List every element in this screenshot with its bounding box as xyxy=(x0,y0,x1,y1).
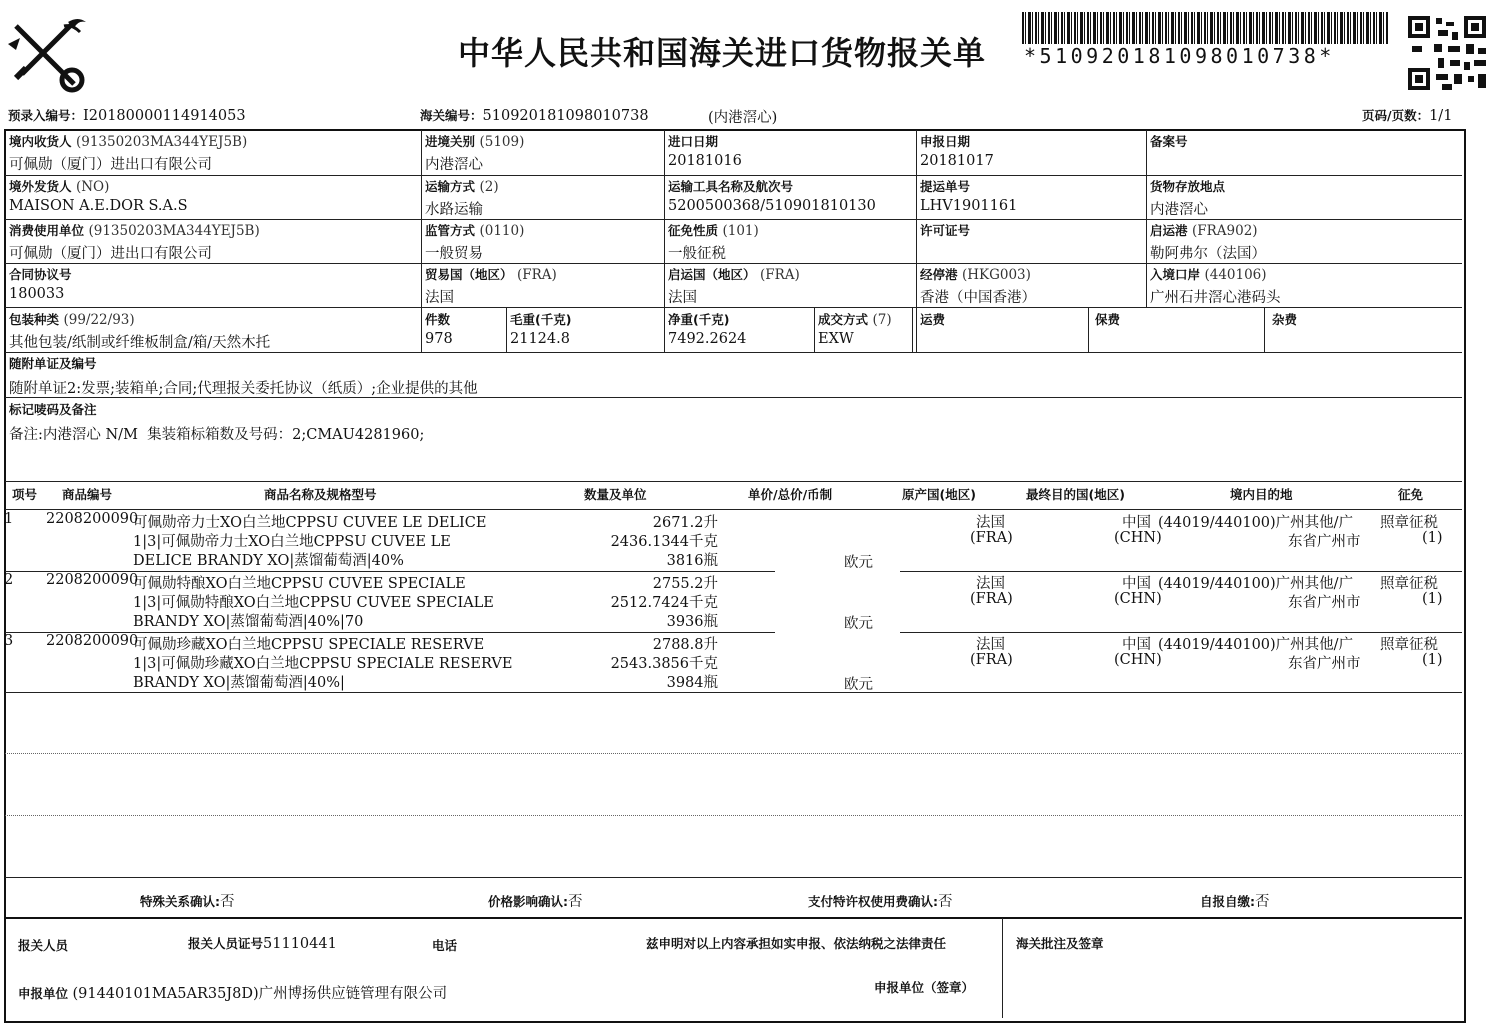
net-weight-value: 7492.2624 xyxy=(668,331,747,347)
package-value: 其他包装/纸制或纤维板制盒/箱/天然木托 xyxy=(9,335,271,351)
page-title: 中华人民共和国海关进口货物报关单 xyxy=(458,34,987,72)
marks-label: 标记唛码及备注 xyxy=(9,402,97,417)
item-no: 1 xyxy=(4,511,14,527)
item-qty-line3: 3936瓶 xyxy=(666,614,718,630)
import-date-label: 进口日期 xyxy=(668,134,719,149)
consignor-value: MAISON A.E.DOR S.A.S xyxy=(9,198,188,214)
item-origin-line1: 法国 xyxy=(976,515,1005,531)
storage-value: 内港滘心 xyxy=(1150,202,1208,218)
item-name-line2: 1|3|可佩勋特酿XO白兰地CPPSU CUVEE SPECIALE xyxy=(133,595,494,611)
item-domestic-line1: (44019/440100)广州其他/广 xyxy=(1158,576,1354,592)
col-quantity: 数量及单位 xyxy=(584,487,647,502)
declare-date-value: 20181017 xyxy=(920,153,994,169)
col-dest-country: 最终目的国(地区) xyxy=(1026,487,1125,502)
item-qty-line1: 2788.8升 xyxy=(652,637,718,653)
transport-mode-cell xyxy=(425,177,499,219)
record-no-cell xyxy=(1150,132,1188,153)
consignee-cell xyxy=(9,132,419,174)
item-currency: 欧元 xyxy=(844,616,873,632)
customs-sign-label: 海关批注及签章 xyxy=(1016,936,1104,951)
depart-country-cell xyxy=(668,265,800,307)
entry-port-code: (440106) xyxy=(1204,267,1267,283)
item-name-line1: 可佩勋珍藏XO白兰地CPPSU SPECIALE RESERVE xyxy=(133,637,485,653)
declare-date-cell xyxy=(920,132,994,169)
item-qty-line1: 2755.2升 xyxy=(652,576,718,592)
self-pay-label: 自报自缴: xyxy=(1200,894,1255,909)
import-date-value: 20181016 xyxy=(668,153,742,169)
item-domestic-line2: 东省广州市 xyxy=(1288,595,1361,611)
item-name-line1: 可佩勋特酿XO白兰地CPPSU CUVEE SPECIALE xyxy=(133,576,466,592)
consumer-value: 可佩勋（厦门）进出口有限公司 xyxy=(9,246,212,262)
entry-office-cell xyxy=(425,132,524,174)
misc-fee-cell xyxy=(1272,310,1297,328)
item-domestic-line2: 东省广州市 xyxy=(1288,656,1361,672)
qr-code-icon xyxy=(1408,16,1486,90)
col-goods-code: 商品编号 xyxy=(62,487,113,502)
supervision-label: 监管方式 xyxy=(425,223,476,238)
levy-nature-label: 征免性质 xyxy=(668,223,719,238)
declaring-unit-sign-label: 申报单位（签章） xyxy=(874,980,975,995)
depart-port-value: 勒阿弗尔（法国） xyxy=(1150,246,1266,262)
supervision-cell xyxy=(425,221,524,263)
item-name-line1: 可佩勋帝力士XO白兰地CPPSU CUVEE LE DELICE xyxy=(133,515,487,531)
customs-number xyxy=(420,106,649,124)
levy-nature-code: (101) xyxy=(722,223,759,239)
item-row-1 xyxy=(0,511,1460,571)
freight-label: 运费 xyxy=(920,312,946,327)
legal-statement: 兹申明对以上内容承担如实申报、依法纳税之法律责任 xyxy=(646,936,947,951)
item-dest-line2: (CHN) xyxy=(1114,652,1162,668)
item-qty-line2: 2543.3856千克 xyxy=(610,656,718,672)
royalty-confirm xyxy=(808,890,953,911)
bill-value: LHV1901161 xyxy=(920,198,1018,214)
item-dest-line1: 中国 xyxy=(1122,576,1151,592)
item-domestic-line1: (44019/440100)广州其他/广 xyxy=(1158,515,1354,531)
declaring-unit xyxy=(18,982,447,1003)
depart-country-value: 法国 xyxy=(668,290,697,306)
item-domestic-line1: (44019/440100)广州其他/广 xyxy=(1158,637,1354,653)
barcode-text: *510920181098010738* xyxy=(1024,44,1335,68)
item-levy-line2: (1) xyxy=(1422,530,1443,546)
item-currency: 欧元 xyxy=(844,555,873,571)
item-origin-line2: (FRA) xyxy=(970,591,1013,607)
declaring-unit-label: 申报单位 xyxy=(18,986,69,1001)
declarant-label: 报关人员 xyxy=(18,938,69,953)
trade-country-code: (FRA) xyxy=(516,267,557,283)
consignor-code: (NO) xyxy=(75,179,110,195)
item-no: 3 xyxy=(4,633,14,649)
license-label: 许可证号 xyxy=(920,223,971,238)
supervision-code: (0110) xyxy=(479,223,525,239)
insurance-cell xyxy=(1095,310,1120,328)
customs-emblem-logo xyxy=(6,14,88,96)
price-influence-value: 否 xyxy=(568,894,583,910)
item-name-line3: BRANDY XO|蒸馏葡萄酒|40%|70 xyxy=(133,614,364,630)
special-relation-value: 否 xyxy=(220,894,235,910)
customs-no-value: 510920181098010738 xyxy=(482,108,649,124)
marks-cell xyxy=(9,400,424,444)
package-label: 包装种类 xyxy=(9,312,60,327)
entry-port-cell xyxy=(1150,265,1281,307)
pre-entry-number xyxy=(8,106,246,124)
levy-nature-cell xyxy=(668,221,759,263)
item-levy-line1: 照章征税 xyxy=(1380,515,1438,531)
levy-nature-value: 一般征税 xyxy=(668,246,726,262)
self-pay-value: 否 xyxy=(1255,894,1270,910)
entry-port-value: 广州石井滘心港码头 xyxy=(1150,290,1281,306)
item-domestic-line2: 东省广州市 xyxy=(1288,534,1361,550)
deal-mode-cell xyxy=(818,310,892,347)
col-dest-domestic: 境内目的地 xyxy=(1230,487,1293,502)
item-code: 2208200090 xyxy=(46,511,139,527)
import-date-cell xyxy=(668,132,742,169)
marks-value: 备注:内港滘心 N/M 集装箱标箱数及号码：2;CMAU4281960; xyxy=(9,427,425,443)
transit-port-code: (HKG003) xyxy=(961,267,1031,283)
declare-date-label: 申报日期 xyxy=(920,134,971,149)
license-cell xyxy=(920,221,970,242)
royalty-label: 支付特许权使用费确认: xyxy=(808,894,938,909)
gross-weight-cell xyxy=(510,310,571,347)
item-row-3 xyxy=(0,633,1460,693)
contract-value: 180033 xyxy=(9,286,65,302)
deal-mode-value: EXW xyxy=(818,331,854,347)
misc-fee-label: 杂费 xyxy=(1272,312,1298,327)
item-name-line2: 1|3|可佩勋珍藏XO白兰地CPPSU SPECIALE RESERVE xyxy=(133,656,513,672)
declaring-unit-value: (91440101MA5AR35J8D)广州博扬供应链管理有限公司 xyxy=(72,986,448,1002)
package-code: (99/22/93) xyxy=(63,312,135,328)
item-row-2 xyxy=(0,572,1460,632)
page-value: 1/1 xyxy=(1429,108,1453,124)
item-qty-line2: 2512.7424千克 xyxy=(610,595,718,611)
customs-no-label: 海关编号： xyxy=(420,108,483,123)
transport-mode-code: (2) xyxy=(479,179,499,195)
declarant-cert-label: 报关人员证号 xyxy=(188,936,264,951)
gross-weight-value: 21124.8 xyxy=(510,331,570,347)
col-origin: 原产国(地区) xyxy=(902,487,976,502)
consignor-label: 境外发货人 xyxy=(9,179,72,194)
vessel-value: 5200500368/510901810130 xyxy=(668,198,876,214)
item-qty-line3: 3816瓶 xyxy=(666,553,718,569)
item-dest-line2: (CHN) xyxy=(1114,530,1162,546)
supervision-value: 一般贸易 xyxy=(425,246,483,262)
deal-mode-label: 成交方式 xyxy=(818,312,869,327)
pieces-label: 件数 xyxy=(425,312,451,327)
package-cell xyxy=(9,310,270,352)
transit-port-value: 香港（中国香港） xyxy=(920,290,1036,306)
item-levy-line1: 照章征税 xyxy=(1380,637,1438,653)
bill-cell xyxy=(920,177,1017,214)
pre-entry-label: 预录入编号： xyxy=(8,108,84,123)
col-item-no: 项号 xyxy=(12,487,38,502)
docs-cell xyxy=(9,354,478,398)
item-dest-line2: (CHN) xyxy=(1114,591,1162,607)
depart-port-code: (FRA902) xyxy=(1191,223,1258,239)
special-relation-label: 特殊关系确认: xyxy=(140,894,220,909)
item-name-line3: DELICE BRANDY XO|蒸馏葡萄酒|40% xyxy=(133,553,404,569)
col-price: 单价/总价/币制 xyxy=(748,487,833,502)
item-origin-line1: 法国 xyxy=(976,576,1005,592)
royalty-value: 否 xyxy=(938,894,953,910)
depart-port-cell xyxy=(1150,221,1266,263)
entry-office-code: (5109) xyxy=(479,134,525,150)
item-origin-line2: (FRA) xyxy=(970,530,1013,546)
net-weight-label: 净重(千克) xyxy=(668,312,730,327)
consignee-label: 境内收货人 xyxy=(9,134,72,149)
col-levy: 征免 xyxy=(1398,487,1424,502)
item-name-line2: 1|3|可佩勋帝力士XO白兰地CPPSU CUVEE LE xyxy=(133,534,451,550)
item-code: 2208200090 xyxy=(46,572,139,588)
net-weight-cell xyxy=(668,310,746,347)
trade-country-cell xyxy=(425,265,557,307)
page-label: 页码/页数： xyxy=(1362,108,1430,123)
pieces-cell xyxy=(425,310,453,347)
storage-cell xyxy=(1150,177,1225,219)
depart-country-code: (FRA) xyxy=(759,267,800,283)
insurance-label: 保费 xyxy=(1095,312,1121,327)
transport-mode-value: 水路运输 xyxy=(425,202,483,218)
consumer-cell xyxy=(9,221,260,263)
special-relation-confirm xyxy=(140,890,235,911)
page-count xyxy=(1362,106,1452,124)
consignee-value: 可佩勋（厦门）进出口有限公司 xyxy=(9,157,212,173)
docs-value: 随附单证2:发票;装箱单;合同;代理报关委托协议（纸质）;企业提供的其他 xyxy=(9,381,478,397)
bill-label: 提运单号 xyxy=(920,179,971,194)
trade-country-value: 法国 xyxy=(425,290,454,306)
pre-entry-value: I20180000114914053 xyxy=(83,108,246,124)
customs-office-note: (内港滘心) xyxy=(708,110,778,126)
item-levy-line1: 照章征税 xyxy=(1380,576,1438,592)
item-levy-line2: (1) xyxy=(1422,652,1443,668)
contract-cell xyxy=(9,265,72,302)
trade-country-label: 贸易国（地区） xyxy=(425,267,513,282)
entry-office-value: 内港滘心 xyxy=(425,157,483,173)
item-name-line3: BRANDY XO|蒸馏葡萄酒|40%| xyxy=(133,675,345,691)
item-dest-line1: 中国 xyxy=(1122,637,1151,653)
vessel-cell xyxy=(668,177,876,214)
self-pay-confirm xyxy=(1200,890,1270,911)
item-levy-line2: (1) xyxy=(1422,591,1443,607)
declarant-cert-value: 51110441 xyxy=(263,936,337,952)
consumer-label: 消费使用单位 xyxy=(9,223,85,238)
storage-label: 货物存放地点 xyxy=(1150,179,1226,194)
item-dest-line1: 中国 xyxy=(1122,515,1151,531)
gross-weight-label: 毛重(千克) xyxy=(510,312,572,327)
item-no: 2 xyxy=(4,572,14,588)
contract-label: 合同协议号 xyxy=(9,267,72,282)
price-influence-confirm xyxy=(488,890,583,911)
consumer-code: (91350203MA344YEJ5B) xyxy=(88,223,260,239)
consignor-cell xyxy=(9,177,188,214)
consignee-code: (91350203MA344YEJ5B) xyxy=(75,134,248,150)
barcode xyxy=(1022,12,1388,44)
transport-mode-label: 运输方式 xyxy=(425,179,476,194)
docs-label: 随附单证及编号 xyxy=(9,356,97,371)
depart-port-label: 启运港 xyxy=(1150,223,1188,238)
transit-port-cell xyxy=(920,265,1036,307)
depart-country-label: 启运国（地区） xyxy=(668,267,756,282)
item-origin-line1: 法国 xyxy=(976,637,1005,653)
item-qty-line3: 3984瓶 xyxy=(666,675,718,691)
entry-office-label: 进境关别 xyxy=(425,134,476,149)
item-origin-line2: (FRA) xyxy=(970,652,1013,668)
record-no-label: 备案号 xyxy=(1150,134,1188,149)
item-code: 2208200090 xyxy=(46,633,139,649)
pieces-value: 978 xyxy=(425,331,453,347)
deal-mode-code: (7) xyxy=(872,312,892,328)
item-qty-line2: 2436.1344千克 xyxy=(610,534,718,550)
price-influence-label: 价格影响确认: xyxy=(488,894,568,909)
item-qty-line1: 2671.2升 xyxy=(652,515,718,531)
declarant-cert xyxy=(188,934,337,952)
transit-port-label: 经停港 xyxy=(920,267,958,282)
vessel-label: 运输工具名称及航次号 xyxy=(668,179,794,194)
phone-label: 电话 xyxy=(432,938,458,953)
col-goods-name: 商品名称及规格型号 xyxy=(264,487,377,502)
entry-port-label: 入境口岸 xyxy=(1150,267,1201,282)
freight-cell xyxy=(920,310,945,328)
item-currency: 欧元 xyxy=(844,677,873,693)
